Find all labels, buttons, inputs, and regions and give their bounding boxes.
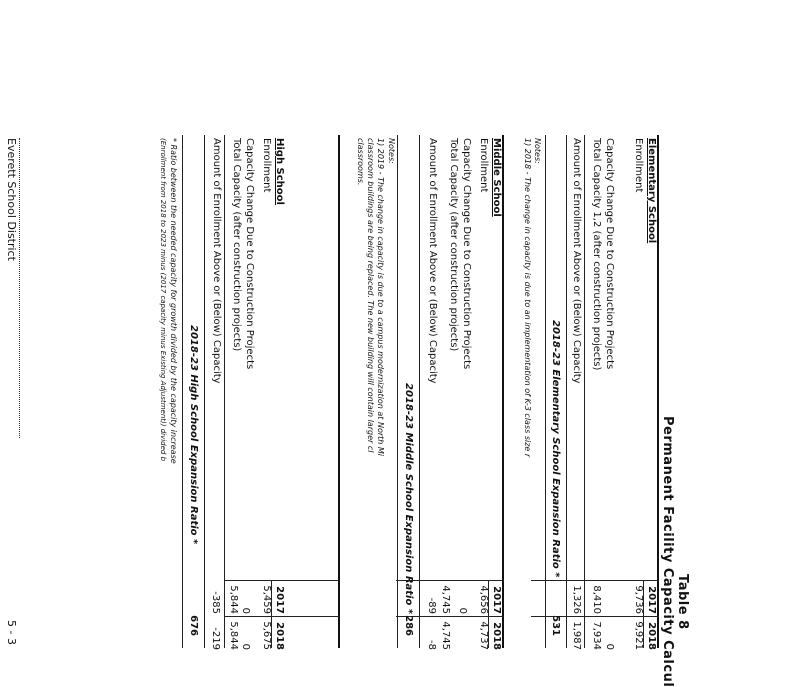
footnote-line-1: * Ratio between the needed capacity for growth divided by the capacity increase — [169, 138, 178, 464]
footer-page-number: 5 - 3 — [5, 620, 18, 645]
high-ratio-label: 2018-23 High School Expansion Ratio * — [188, 325, 199, 545]
middle-total-capacity-label: Total Capacity (after construction projects) — [448, 138, 459, 352]
middle-notes-heading: Notes: — [387, 138, 396, 164]
high-ratio-bottom-rule — [182, 135, 183, 648]
middle-capacity-change-label: Capacity Change Due to Construction Projects — [461, 138, 472, 370]
middle-above-below-2017: -89 — [426, 597, 437, 614]
high-enrollment-2017: 5,459 — [261, 585, 272, 614]
middle-total-capacity-2018: 4,745 — [440, 621, 451, 650]
middle-year-2017: 2017 — [491, 586, 502, 614]
elementary-year-2017: 2017 — [646, 586, 657, 614]
elementary-heading: Elementary School — [646, 138, 657, 244]
middle-top-rule — [502, 135, 504, 648]
middle-ratio-value: 286 — [403, 615, 414, 636]
elementary-ratio-top-rule — [566, 135, 567, 648]
elementary-capacity-change-2018: 0 — [604, 643, 615, 650]
high-year-2017: 2017 — [274, 586, 285, 614]
middle-enrollment-2018: 4,737 — [478, 621, 489, 650]
middle-above-below-label: Amount of Enrollment Above or (Below) Capacity — [427, 138, 438, 384]
elementary-enrollment-label: Enrollment — [633, 138, 644, 193]
elementary-enrollment-2017: 9,736 — [633, 585, 644, 614]
elementary-top-rule — [657, 135, 659, 648]
elementary-total-capacity-2018: 7,934 — [591, 621, 602, 650]
elementary-total-capacity-label: Total Capacity 1,2 (after construction projects) — [591, 138, 602, 371]
elementary-note-1: 1) 2018 - The change in capacity is due to an implementation of K-3 class size r — [523, 138, 532, 458]
middle-ratio-top-rule — [419, 135, 420, 648]
middle-enrollment-label: Enrollment — [478, 138, 489, 193]
elementary-capacity-change-label: Capacity Change Due to Construction Projects — [604, 138, 615, 370]
middle-note-3: classrooms. — [356, 138, 365, 186]
elementary-year-2018: 2018 — [646, 622, 657, 650]
high-ratio-value: 676 — [188, 615, 199, 636]
middle-above-below-2018: -8 — [426, 640, 437, 650]
high-enrollment-2018: 5,675 — [261, 621, 272, 650]
footer-rule — [19, 138, 20, 438]
high-above-below-2017: -385 — [210, 591, 221, 614]
table-title: Permanent Facility Capacity Calcul — [660, 416, 675, 687]
elementary-above-below-2017: 1,326 — [571, 585, 582, 614]
high-heading: High School — [274, 138, 285, 205]
elementary-above-below-2018: 1,987 — [571, 621, 582, 650]
high-capacity-change-2017: 0 — [240, 607, 251, 614]
middle-ratio-label: 2018-23 Middle School Expansion Ratio * — [403, 383, 414, 615]
high-capacity-change-2018: 0 — [240, 643, 251, 650]
high-year-2018: 2018 — [274, 622, 285, 650]
middle-heading: Middle School — [491, 138, 502, 217]
middle-capacity-change-2017: 0 — [457, 607, 468, 614]
document-page — [0, 128, 692, 687]
elementary-above-below-label: Amount of Enrollment Above or (Below) Capacity — [571, 138, 582, 384]
elementary-mid-rule — [584, 135, 585, 648]
elementary-ratio-value: 531 — [550, 615, 561, 636]
high-total-capacity-label: Total Capacity (after construction projects) — [231, 138, 242, 352]
footer-district-name: Everett School District — [5, 138, 18, 261]
high-total-capacity-2018: 5,844 — [228, 621, 239, 650]
high-enrollment-label: Enrollment — [261, 138, 272, 193]
middle-enrollment-2017: 4,656 — [478, 585, 489, 614]
high-top-rule — [338, 135, 340, 648]
middle-total-capacity-2017: 4,745 — [440, 585, 451, 614]
elementary-notes-heading: Notes: — [533, 138, 542, 164]
high-capacity-change-label: Capacity Change Due to Construction Projects — [244, 138, 255, 370]
high-mid-rule — [224, 135, 225, 648]
table-label: Table 8 — [675, 574, 690, 630]
elementary-ratio-bottom-rule — [545, 135, 546, 648]
middle-ratio-bottom-rule — [397, 135, 398, 648]
middle-year-2018: 2018 — [491, 622, 502, 650]
elementary-total-capacity-2017: 8,410 — [591, 585, 602, 614]
elementary-ratio-label: 2018-23 Elementary School Expansion Ratio * — [550, 320, 561, 578]
middle-note-2: classroom buildings are being replaced. The new building will contain larger cl — [366, 138, 375, 453]
middle-note-1: 1) 2019 - The change in capacity is due to a campus modernization at North Mi — [376, 138, 385, 457]
high-total-capacity-2017: 5,844 — [228, 585, 239, 614]
elementary-enrollment-2018: 9,921 — [633, 621, 644, 650]
footnote-line-2: (Enrollment from 2018 to 2023 minus (2017 capacity minus Existing Adjustment)) divided b — [159, 138, 167, 462]
high-above-below-label: Amount of Enrollment Above or (Below) Capacity — [211, 138, 222, 384]
high-above-below-2018: -219 — [210, 627, 221, 650]
high-ratio-top-rule — [204, 135, 205, 648]
